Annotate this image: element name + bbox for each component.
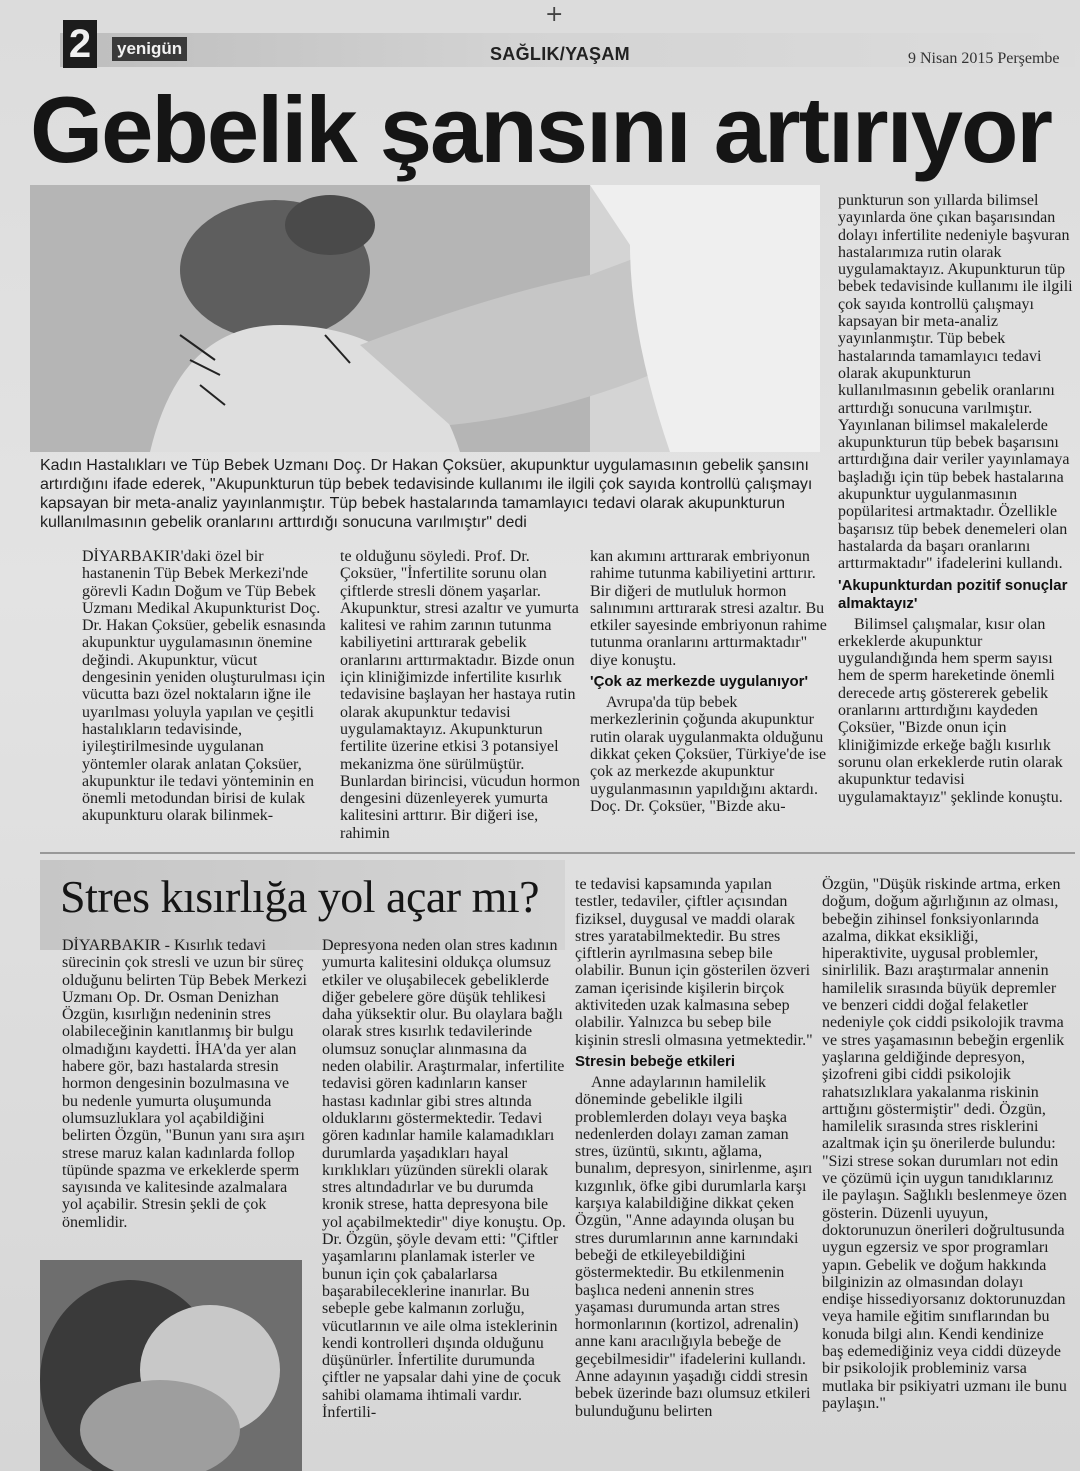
issue-date: 9 Nisan 2015 Perşembe	[908, 50, 1060, 67]
section-divider	[40, 852, 1075, 854]
article2-col3b-text: Anne adaylarının hamilelik döneminde gebelikle ilgili problemlerden dolayı veya başka nedenlerden dolayı zaman zaman stres, üzüntü, sıkıntı, ağlama, bunalım, depresyon, sinirlenme, aşırı kızgınlık, öfke gibi durumlarla karşı karşıya kalabildiğine dikkat çeken Özgün, "Anne adayında oluşan bu stres durumlarının anne karnındaki bebeği de etkileyebildiğini göstermektedir. Bu etkilenmenin başlıca nedeni annenin stres yaşaması durumunda artan stres hormonlarının (kortizol, adrenalin) anne kanı aracılığıyla bebeğe de geçebilmesidir" ifadelerini kullandı. Anne adayının yaşadığı ciddi stresin bebek üzerinde bazı olumsuz etkileri bulunduğunu belirten	[575, 1073, 813, 1420]
article2-col2-text: Depresyona neden olan stres kadının yumurta kalitesini oldukça olumsuz etkiler ve oluşabilecek gebeliklerde diğer gebelere göre düşük tehlikesi daha yüksektir olur. Bu olaylara bağlı olarak stres kısırlık tedavilerinde olumsuz sonuçlar alınmasına da neden olabilir. Araştırmalar, infertilite tedavisi gören kadınların kanser hastası kadınlar gibi stres altında olduklarını göstermektedir. Tedavi gören kadınlar hamile kalamadıkları durumlarda yaşadıkları hayal kırıklıkları yüzünden sürekli olarak stres altındadırlar ve bu durumda kronik strese, hatta depresyona bile yol açabilmektedir" diye konuştu. Op. Dr. Özgün, şöyle devam etti: "Çiftler yaşamlarını planlamak isterler ve bunun için çok çabalarlarsa başarabileceklerine inanırlar. Bu sebeple gebe kalmanın zorluğu, vücutlarının ve aile olma isteklerinin kendi kontrolleri dışında olduğunu düşünürler. İnfertilite durumunda çiftler ne yapsalar dahi yine de çocuk sahibi olamama ihtimali vardır. İnfertili-	[322, 937, 566, 1422]
article1-col1-text: DİYARBAKIR'daki özel bir hastanenin Tüp Bebek Merkezi'nde görevli Kadın Doğum ve Tüp Bebek Uzmanı Medikal Akupunkturist Doç. Dr. Hakan Çoksüer, gebelik esnasında akupunktur uygulamasının önemine değindi. Akupunktur, vücut dengesinin yeniden oluşturulması için vücutta bazı özel noktaların iğne ile uyarılması yoluyla yapılan ve çeşitli hastalıkların tedavisinde, iyileştirilmesinde uygulanan yöntemler olarak anlatan Çoksüer, akupunktur ile tedavi yönteminin en önemli metodundan birisi de kulak akupunkturu olarak bilinmek-	[82, 548, 326, 825]
article1-subhead-1: 'Çok az merkezde uygulanıyor'	[590, 673, 809, 691]
article1-column-2	[340, 548, 585, 842]
page-number: 2	[63, 20, 97, 68]
acupuncture-photo	[30, 185, 820, 452]
mother-baby-photo	[40, 1260, 302, 1471]
article2-column-4	[822, 876, 1067, 1412]
article1-column-1	[82, 548, 327, 825]
headline-1: Gebelik şansını artırıyor	[30, 77, 1051, 182]
article2-col1-text: DİYARBAKIR - Kısırlık tedavi sürecinin çok stresli ve uzun bir süreç olduğunu belirten Tüp Bebek Merkezi Uzmanı Op. Dr. Osman Denizhan Özgün, kısırlığın nedeninin stres olabileceğinin kanıtlanmış bir bulgu olmadığını kaydetti. İHA'da yer alan habere gör, bazı hastalarda stresin hormon dengesinin bozulmasına ve bu nedenle yumurta oluşumunda olumsuzluklara yol açabildiğini belirten Özgün, "Bunun yanı sıra aşırı strese maruz kalan kadınlarda follop tüpünde spazma ve erkeklerde sperm sayısında ve kalitesinde azalmalara yol açabilir. Stresin şekli de çok önemlidir.	[62, 937, 307, 1231]
article2-subhead: Stresin bebeğe etkileri	[575, 1052, 736, 1070]
brand-logo: yenigün	[112, 37, 187, 61]
article1-subhead-2: 'Akupunkturdan pozitif sonuçlar almaktayız'	[838, 576, 1068, 612]
article1-col2-text: te olduğunu söyledi. Prof. Dr. Çoksüer, "İnfertilite sorunu olan çiftlerde stresli dönem yaşarlar. Akupunktur, stresi azaltır ve yumurta kalitesi ve rahim zarının tutunma kabiliyetini arttırarak gebelik oranlarını arttırmaktadır. Bizde onun için kliniğimizde infertilite kısırlık tedavisine başlayan her hastaya rutin olarak akupunktur tedavisi uygulamaktayız. Akupunkturun fertilite üzerine etkisi 3 potansiyel mekanizma öne sürülmüştür. Bunlardan birincisi, vücudun hormon dengesini düzenleyerek yumurta kalitesini arttırır. Bir diğeri ise, rahimin	[340, 548, 580, 842]
article2-col3a-text: te tedavisi kapsamında yapılan testler, tedaviler, çiftler açısından fiziksel, duygusal ve maddi olarak stres yaratabilmektedir. Bu stres çiftlerin ayrılmasına sebep bile olabilir. Bunun için gösterilen özveri zaman içerisinde kişilerin birçok aktiviteden uzak kalmasına sebep olabilir. Yalnızca bu sebep bile kişinin stresli olmasına yetmektedir."	[575, 876, 813, 1049]
article1-col3b-text: Avrupa'da tüp bebek merkezlerinin çoğunda akupunktur rutin olarak uygulanmakta olduğunu dikkat çeken Çoksüer, Türkiye'de ise çok az merkezde akupunktur uygulanmasının yapıldığını aktardı. Doç. Dr. Çoksüer, "Bizde aku-	[590, 694, 827, 815]
article1-col4b-text: Bilimsel çalışmalar, kısır olan erkeklerde akupunktur uygulandığında hem sperm sayısı hem de sperm hareketinde önemli derecede artış göstererek gebelik oranlarını arttırdığını kaydeden Çoksüer, "Bizde onun için kliniğimizde erkeğe bağlı kısırlık sorunu olan erkeklerde rutin olarak akupunktur tedavisi uygulamaktayız" şeklinde konuştu.	[838, 615, 1063, 806]
article2-col4-text: Özgün, "Düşük riskinde artma, erken doğum, doğum ağırlığının az olması, bebeğin zihinsel fonksiyonlarında azalma, dikkat eksikliği, hiperaktivite, uygusal problemler, sinirlilik. Bazı araştırmalar annenin hamilelik sırasında büyük depremler ve benzeri ciddi doğal felaketler nedeniyle çok ciddi psikolojik travma ve stres yaşamasının bebeğin ergenlik yaşlarına geldiğinde depresyon, şizofreni gibi ciddi psikolojik rahatsızlıklara yakalanma riskinin arttığını göstermiştir" dedi. Özgün, hamilelik sırasında stres risklerini azaltmak için şu önerilerde bulundu: "Sizi strese sokan durumları not edin ve çözümü için uygun tanıdıklarınız ile paylaşın. Sağlıklı beslenmeye özen gösterin. Düzenli uyuyun, doktorunuzun önerileri doğrultusunda uygun egzersiz ve spor programları yapın. Gebelik ve doğum hakkında bilginizin az olmasından dolayı endişe hissediyorsanız doktorunuzdan veya hamile eğitim sınıflarından bu konuda bilgi alın. Kendi kendinize baş edemediğiniz veya ciddi düzeyde bir psikolojik probleminiz varsa mutlaka bir psikiyatri uzmanı ile bunu paylaşın."	[822, 876, 1067, 1412]
article2-column-2	[322, 937, 567, 1421]
crop-mark-icon: +	[545, 2, 564, 27]
photo-caption: Kadın Hastalıkları ve Tüp Bebek Uzmanı Doç. Dr Hakan Çoksüer, akupunktur uygulamasının gebelik şansını artırdığını ifade ederek, "Akupunkturun tüp bebek tedavisinde kullanımı ile ilgili çok sayıda kontrollü çalışmayı kapsayan bir meta-analiz yayınlanmıştır. Tüp bebek hastalarında tamamlayıcı tedavi olarak akupunkturun kullanılmasının gebelik oranlarını arttırdığı sonucuna varılmıştır" dedi	[40, 457, 813, 531]
article2-column-3	[575, 876, 813, 1420]
section-title: SAĞLIK/YAŞAM	[490, 44, 630, 64]
article1-col3a-text: kan akımını arttırarak embriyonun rahime tutunma kabiliyetini arttırır. Bir diğeri de mutluluk hormon salınımını arttırarak stresi azaltır. Bu etkiler sayesinde embriyonun rahime tutunma oranlarını arttırmaktadır" diye konuştu.	[590, 548, 827, 669]
article1-column-3	[590, 548, 828, 815]
article1-col4a-text: punkturun son yıllarda bilimsel yayınlarda öne çıkan başarısından dolayı infertilite nedeniyle başvuran hastalarımıza rutin olarak uygulamaktayız. Akupunkturun tüp bebek tedavisinde kullanımı ile ilgili çok sayıda kontrollü çalışmayı kapsayan bir meta-analiz yayınlanmıştır. Tüp bebek hastalarında tamamlayıcı tedavi olarak akupunkturun kullanılmasının gebelik oranlarını arttırdığı sonucuna varılmıştır. Yayınlanan bilimsel makalelerde akupunkturun tüp bebek başarısını arttırdığına dair veriler yayınlamaya başladığı için tüp bebek hastalarına akupunktur uygulanmasının popülaritesi artmaktadır. Özellikle başarısız tüp bebek denemeleri olan hastalarda da başarı oranlarını arttırmaktadır" ifadelerini kullandı.	[838, 192, 1073, 573]
headline-2: Stres kısırlığa yol açar mı?	[60, 871, 540, 922]
article1-column-4	[838, 192, 1073, 806]
article2-column-1	[62, 937, 307, 1231]
